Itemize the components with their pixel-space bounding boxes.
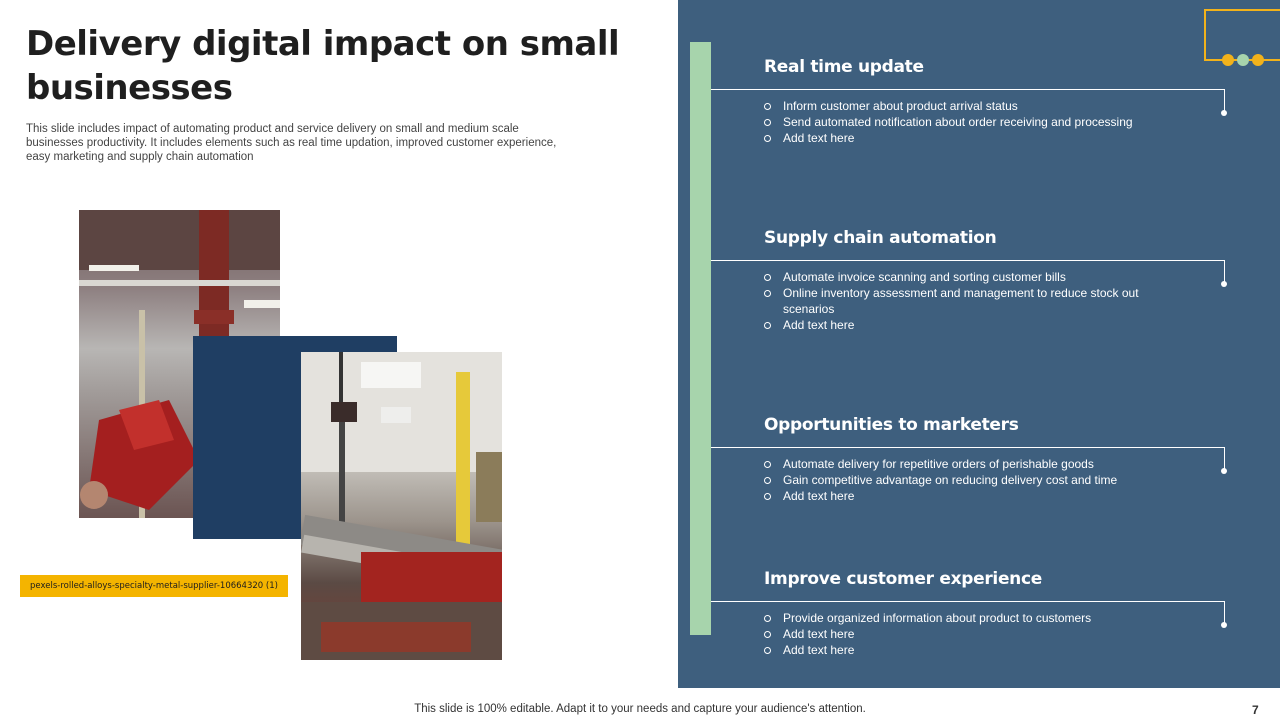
factory-photo-right xyxy=(301,352,502,660)
section-dot xyxy=(1221,281,1227,287)
section-list xyxy=(764,456,1174,504)
list-item: Add text here xyxy=(764,130,1174,146)
list-item: Online inventory assessment and management to reduce stock out scenarios xyxy=(764,285,1174,317)
section-dot xyxy=(1221,468,1227,474)
list-item: Automate invoice scanning and sorting customer bills xyxy=(764,269,1174,285)
list-item: Add text here xyxy=(764,642,1174,658)
factory-photo-right-art xyxy=(301,352,502,660)
section-dot xyxy=(1221,110,1227,116)
slide-subtitle: This slide includes impact of automating product and service delivery on small and medium scale businesses productivity. It includes elements such as real time updation, improved customer experience, easy marketing and supply chain automation xyxy=(26,123,557,163)
section-title: Opportunities to marketers xyxy=(764,415,1019,435)
list-item: Send automated notification about order receiving and processing xyxy=(764,114,1174,130)
decor-dot-2 xyxy=(1237,54,1249,66)
section-list xyxy=(764,98,1174,146)
list-item: Add text here xyxy=(764,488,1174,504)
page-number: 7 xyxy=(1252,703,1259,717)
slide-footer: This slide is 100% editable. Adapt it to your needs and capture your audience's attention. xyxy=(414,703,866,715)
timeline-bar xyxy=(690,42,711,635)
decor-dot-3 xyxy=(1252,54,1264,66)
section-title: Supply chain automation xyxy=(764,228,997,248)
section-list xyxy=(764,610,1174,658)
decor-dot-1 xyxy=(1222,54,1234,66)
list-item: Add text here xyxy=(764,317,1174,333)
list-item: Gain competitive advantage on reducing delivery cost and time xyxy=(764,472,1174,488)
slide-title: Delivery digital impact on small businesses xyxy=(26,24,620,108)
list-item: Provide organized information about product to customers xyxy=(764,610,1174,626)
list-item: Inform customer about product arrival status xyxy=(764,98,1174,114)
list-item: Add text here xyxy=(764,626,1174,642)
list-item: Automate delivery for repetitive orders of perishable goods xyxy=(764,456,1174,472)
section-title: Improve customer experience xyxy=(764,569,1042,589)
section-title: Real time update xyxy=(764,57,924,77)
image-caption: pexels-rolled-alloys-specialty-metal-supplier-10664320 (1) xyxy=(20,575,288,597)
section-dot xyxy=(1221,622,1227,628)
section-list xyxy=(764,269,1174,333)
